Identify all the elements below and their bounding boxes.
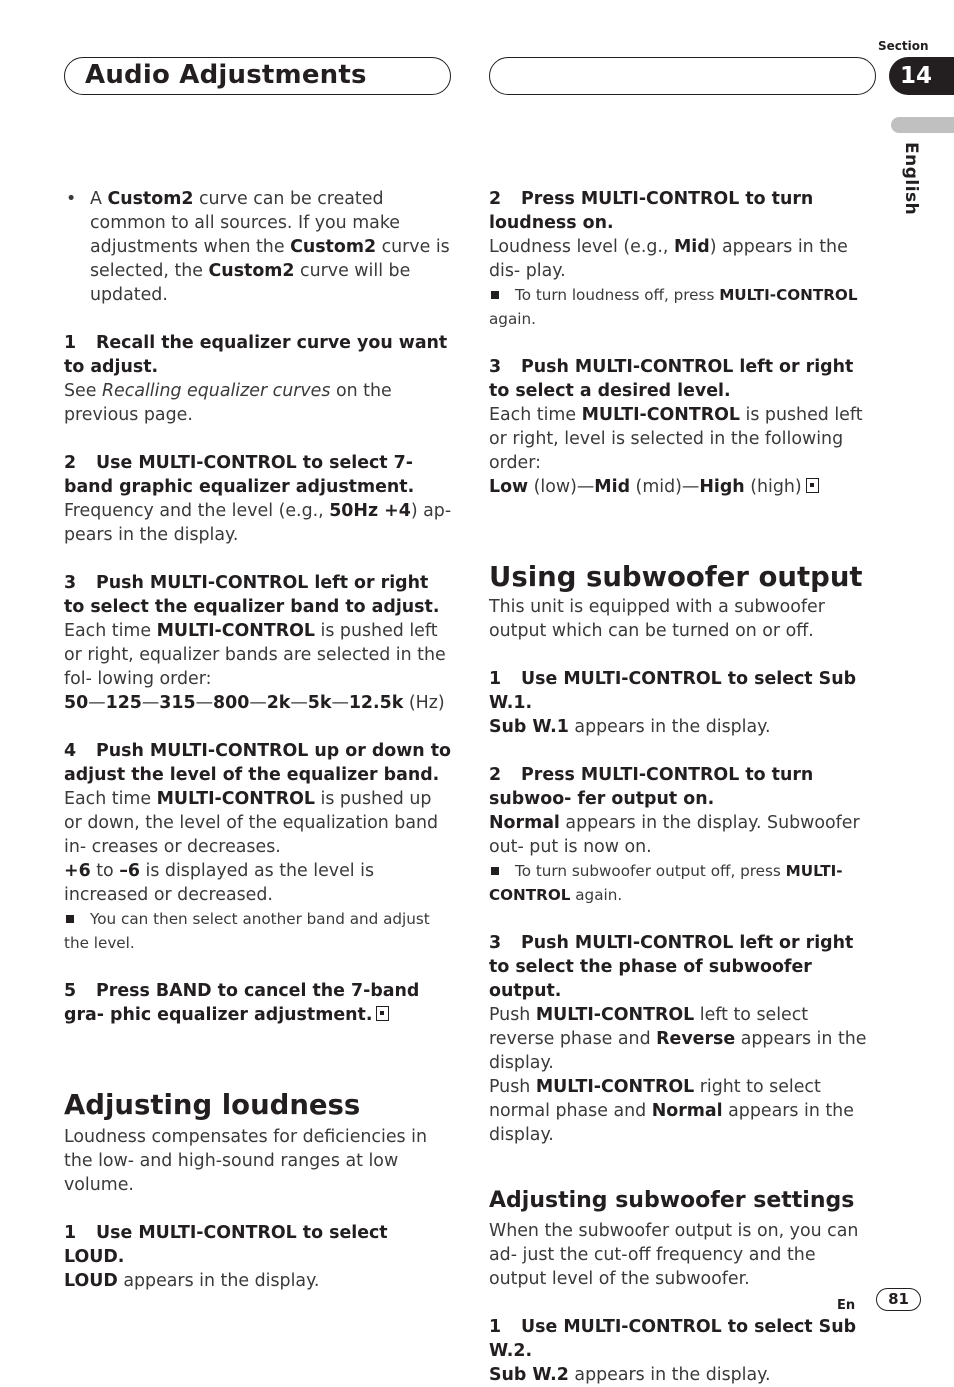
subwoofer-settings-heading: Adjusting subwoofer settings [489,1188,855,1213]
header-title-box [64,57,451,95]
language-tab [891,117,954,133]
section-label: Section [878,39,929,53]
end-mark-icon [806,478,819,493]
using-subwoofer-heading: Using subwoofer output [489,561,863,593]
sub-step-2-note: To turn subwoofer output off, press MULTI-CONTROL again. [489,862,843,904]
sub-step-1-title: 1 Use MULTI-CONTROL to select Sub W.1. [489,669,857,713]
eq-band-order: 50—125—315—800—2k—5k—12.5k (Hz) [64,693,445,713]
language-label: English [901,142,921,216]
header-empty-box [489,57,876,95]
page-number: 81 [876,1288,921,1311]
loud-step-3-text: Each time MULTI-CONTROL is pushed left or right, level is selected in the following order: [489,405,863,473]
sub-step-2-text: Normal appears in the display. Subwoofer out- put is now on. [489,813,860,857]
loud-step-2-note: To turn loudness off, press MULTI-CONTROL again. [489,286,858,328]
loud-step-3-title: 3 Push MULTI-CONTROL left or right to select a desired level. [489,357,854,401]
eq-step-1-text: See Recalling equalizer curves on the previous page. [64,381,392,425]
sub-step-1-text: Sub W.1 appears in the display. [489,717,771,737]
left-column [64,187,452,1293]
eq-step-4-note: You can then select another band and adjust the level. [64,910,430,952]
eq-step-3-title: 3 Push MULTI-CONTROL left or right to select the equalizer band to adjust. [64,573,440,617]
eq-step-3-text: Each time MULTI-CONTROL is pushed left or right, equalizer bands are selected in the fol- lowing order: [64,621,446,689]
loud-step-2-text: Loudness level (e.g., Mid) appears in the dis- play. [489,237,848,281]
section-number: 14 [889,57,954,95]
loud-level-order: Low (low)—Mid (mid)—High (high) [489,475,877,499]
sub-step-2-title: 2 Press MULTI-CONTROL to turn subwoo- fer output on. [489,765,814,809]
loud-step-2-title: 2 Press MULTI-CONTROL to turn loudness on. [489,189,814,233]
subwoofer-settings-intro: When the subwoofer output is on, you can ad- just the cut-off frequency and the output level of the subwoofer. [489,1221,859,1289]
eq-step-2-title: 2 Use MULTI-CONTROL to select 7-band graphic equalizer adjustment. [64,453,415,497]
eq-level-range: +6 to –6 is displayed as the level is increased or decreased. [64,861,375,905]
note-square-icon [66,915,74,923]
subwoofer-intro: This unit is equipped with a subwoofer output which can be turned on or off. [489,597,825,641]
loudness-intro: Loudness compensates for deficiencies in the low- and high-sound ranges at low volume. [64,1127,427,1195]
sub-step-3-text-normal: Push MULTI-CONTROL right to select normal phase and Normal appears in the display. [489,1077,854,1145]
eq-step-5-title: 5 Press BAND to cancel the 7-band gra- phic equalizer adjustment. [64,981,420,1025]
note-square-icon [491,867,499,875]
eq-step-2-text: Frequency and the level (e.g., 50Hz +4) ap- pears in the display. [64,501,452,545]
end-mark-icon [376,1006,389,1021]
adjusting-loudness-heading: Adjusting loudness [64,1089,361,1121]
settings-step-1-text: Sub W.2 appears in the display. [489,1365,771,1385]
sub-step-3-title: 3 Push MULTI-CONTROL left or right to select the phase of subwoofer output. [489,933,854,1001]
loud-step-1-title: 1 Use MULTI-CONTROL to select LOUD. [64,1223,388,1267]
sub-step-3-text-reverse: Push MULTI-CONTROL left to select reverse phase and Reverse appears in the display. [489,1005,867,1073]
header-title: Audio Adjustments [85,60,367,90]
eq-step-1-title: 1 Recall the equalizer curve you want to adjust. [64,333,448,377]
settings-step-1-title: 1 Use MULTI-CONTROL to select Sub W.2. [489,1317,857,1361]
loud-step-1-text: LOUD appears in the display. [64,1271,320,1291]
right-column [489,187,877,1387]
eq-step-4-title: 4 Push MULTI-CONTROL up or down to adjust the level of the equalizer band. [64,741,451,785]
note-square-icon [491,291,499,299]
eq-step-4-text: Each time MULTI-CONTROL is pushed up or down, the level of the equalization band in- creases or decreases. [64,789,439,857]
footer-language: En [837,1298,856,1313]
custom2-bullet: • A Custom2 curve can be created common to all sources. If you make adjustments when the Custom2 curve is selected, the Custom2 curve will be updated. [66,189,450,305]
